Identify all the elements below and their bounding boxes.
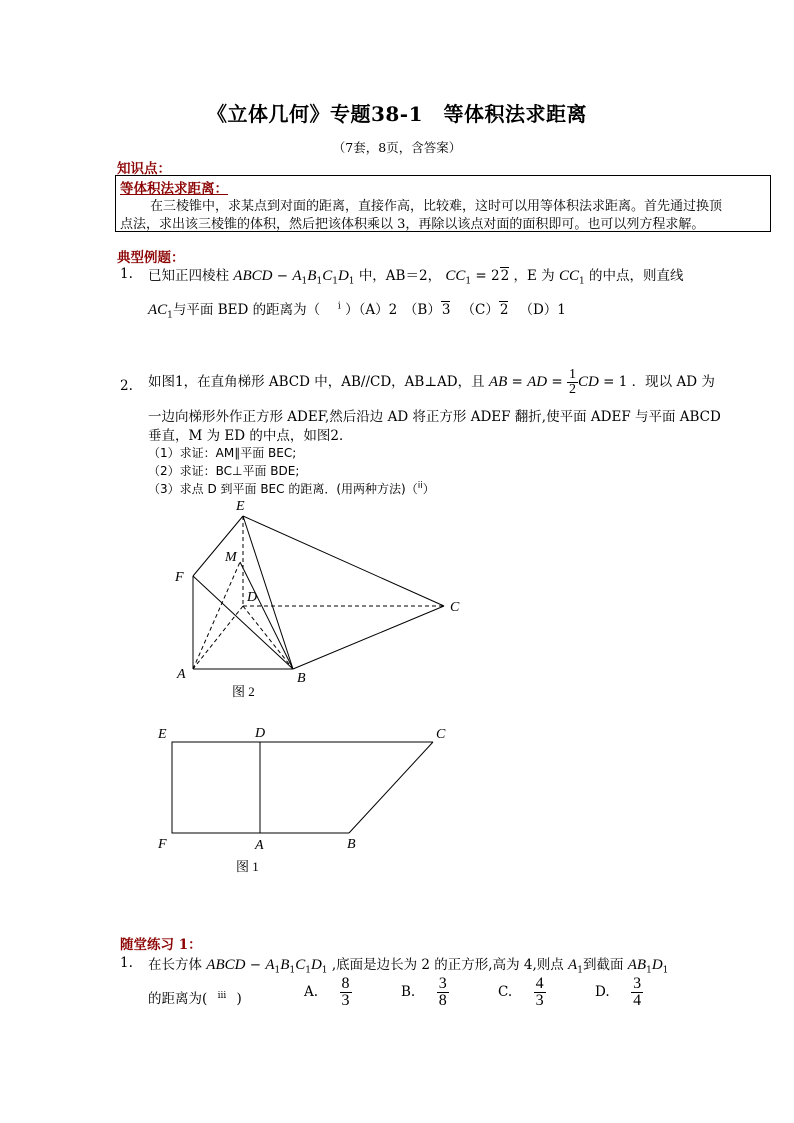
practice-section-label: 随堂练习 1：: [120, 937, 202, 953]
edge-MB: [240, 562, 293, 669]
example-1-line-1: 已知正四棱柱 ABCD − $A_1B_1C_1D_1$ 中，AB＝2， $CC_1 = 22$ ，E 为 $CC_1$ 的中点，则直线: [148, 268, 684, 287]
example-2-part-1: （1）求证：AM∥平面 BEC;: [148, 446, 297, 460]
fig2-label-D: D: [247, 590, 258, 605]
edge-AM: [193, 562, 240, 669]
practice-1-line-1: 在长方体 ABCD − $A_1B_1C_1D_1$ ,底面是边长为 2 的正方形,高为 4,则点 $A_1$到截面 $AB_1D_1$: [148, 957, 669, 976]
practice-1-number: 1.: [120, 955, 133, 971]
example-2-number: 2.: [120, 378, 133, 394]
fig1-label-B: B: [347, 837, 356, 852]
example-1-line-2: $AC_1$与平面 BED 的距离为（ $^i$ ）（A）2 （B）3 （C）2 （D）1: [148, 301, 566, 321]
fig2-label-E: E: [236, 499, 245, 514]
edge-EF: [193, 516, 243, 576]
examples-section-label: 典型例题：: [117, 250, 185, 266]
endnote-ref-iii[interactable]: iii: [217, 990, 227, 1001]
example-2-part-3: （3）求点 D 到平面 BEC 的距离．(用两种方法)（$^{ii}$）: [148, 481, 435, 496]
example-2-part-2: （2）求证：BC⊥平面 BDE;: [148, 464, 300, 478]
fig2-label-F: F: [175, 570, 184, 585]
fig2-label-M: M: [225, 550, 237, 565]
example-2-line-2: 一边向梯形外作正方形 ADEF,然后沿边 AD 将正方形 ADEF 翻折,使平面 ADEF 与平面 ABCD: [148, 409, 721, 425]
figure-1: [172, 742, 433, 833]
fig1-label-A: A: [255, 838, 264, 853]
fig1-caption: 图 1: [236, 859, 259, 874]
option-a[interactable]: A. $\frac{8}{3}$: [304, 975, 350, 1009]
option-d[interactable]: D. $\frac{3}{4}$: [595, 975, 642, 1009]
fig1-label-F: F: [158, 837, 167, 852]
fig1-label-E: E: [158, 727, 167, 742]
edge-CB-flat: [349, 742, 433, 833]
example-2-line-1: 如图1，在直角梯形 ABCD 中，AB//CD，AB⊥AD，且 AB = AD = $\frac{1}{2}$ CD = 1 ．现以 AD 为: [148, 367, 715, 397]
endnote-ref-i[interactable]: i: [337, 301, 341, 312]
square-ADEF: [172, 742, 260, 833]
knowledge-line-2: 点法，求出该三棱锥的体积，然后把该体积乘以 3，再除以该点对面的面积即可。也可以列方程求解。: [120, 217, 705, 232]
fig1-label-D: D: [255, 726, 266, 741]
example-2-line-3: 垂直，M 为 ED 的中点，如图2．: [148, 428, 353, 444]
page-subtitle: （7套，8页，含答案）: [332, 140, 462, 155]
knowledge-box-heading: 等体积法求距离：: [120, 181, 228, 197]
endnote-ref-ii[interactable]: ii: [417, 481, 423, 491]
page-title: 《立体几何》专题38-1 等体积法求距离: [206, 102, 588, 126]
fig2-caption: 图 2: [232, 684, 255, 699]
edge-DB: [243, 606, 293, 669]
fig2-label-A: A: [177, 667, 186, 682]
practice-1-line-2: 的距离为( $^{iii}$ ): [148, 990, 242, 1007]
example-1-number: 1.: [120, 266, 133, 282]
option-c[interactable]: C. $\frac{4}{3}$: [498, 975, 544, 1009]
fig2-label-B: B: [297, 671, 306, 686]
knowledge-section-label: 知识点：: [117, 161, 171, 177]
edge-EC: [243, 516, 444, 606]
option-b[interactable]: B. $\frac{3}{8}$: [401, 975, 447, 1009]
edge-BC: [293, 606, 444, 669]
knowledge-line-1: 在三棱锥中，求某点到对面的距离，直接作高，比较难，这时可以用等体积法求距离。首先通过换顶: [150, 199, 723, 214]
fig1-label-C: C: [436, 727, 446, 742]
fig2-label-C: C: [450, 600, 460, 615]
